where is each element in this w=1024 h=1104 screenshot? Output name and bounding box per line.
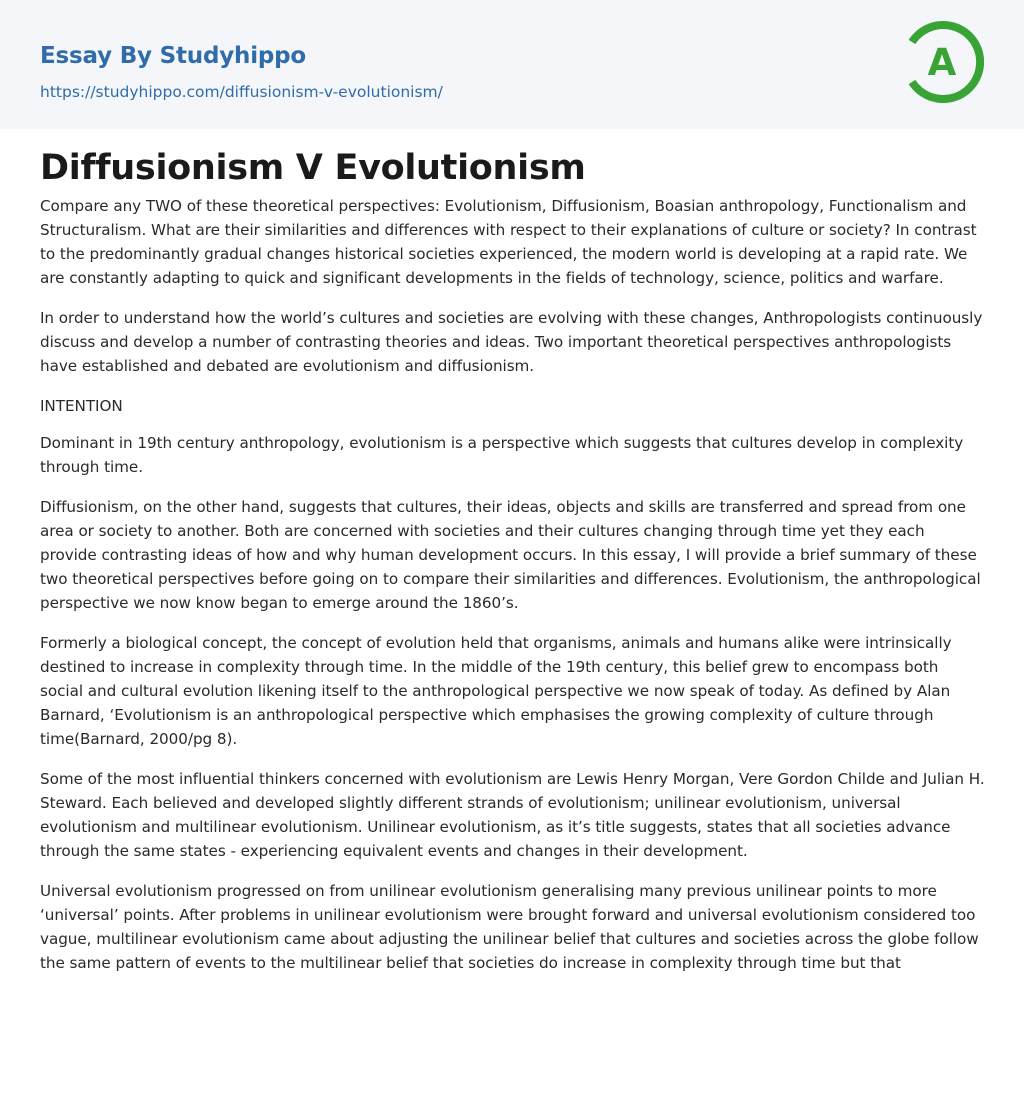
paragraph: Some of the most influential thinkers concerned with evolutionism are Lewis Henry Morgan, Vere Gordon Childe and Julian H. Steward. Each believed and developed slightly different strands of evolutionism; unilinear evolutionism, universal evolutionism and multilinear evolutionism. Unilinear evolutionism, as it’s title suggests, states that all societies advance through the same states - experiencing equivalent events and changes in their development.: [40, 770, 985, 860]
site-header: [0, 0, 1024, 129]
section-heading: INTENTION: [40, 397, 123, 415]
paragraph: Dominant in 19th century anthropology, evolutionism is a perspective which suggests that cultures develop in complexity through time.: [40, 434, 964, 476]
paragraph: Diffusionism, on the other hand, suggests that cultures, their ideas, objects and skills are transferred and spread from one area or society to another. Both are concerned with societies and their cultures changing through time yet they each provide contrasting ideas of how and why human development occurs. In this essay, I will provide a brief summary of these two theoretical perspectives before going on to compare their similarities and differences. Evolutionism, the anthropological perspective we now know began to emerge around the 1860’s.: [40, 498, 981, 612]
paragraph: Universal evolutionism progressed on from unilinear evolutionism generalising many previous unilinear points to more ‘universal’ points. After problems in unilinear evolutionism were brought forward and universal evolutionism considered too vague, multilinear evolutionism came about adjusting the unilinear belief that cultures and societies across the globe follow the same pattern of events to the multilinear belief that societies do increase in complexity through time but that: [40, 882, 979, 972]
essay-body: [40, 194, 986, 991]
paragraph: Formerly a biological concept, the concept of evolution held that organisms, animals and humans alike were intrinsically destined to increase in complexity through time. In the middle of the 19th century, this belief grew to encompass both social and cultural evolution likening itself to the anthropological perspective we now speak of today. As defined by Alan Barnard, ‘Evolutionism is an anthropological perspective which emphasises the growing complexity of culture through time(Barnard, 2000/pg 8).: [40, 634, 952, 748]
studyhippo-logo-icon[interactable]: [900, 20, 984, 104]
logo-letter: A: [927, 41, 957, 84]
brand-title: Essay By Studyhippo: [40, 43, 307, 69]
paragraph: In order to understand how the world’s cultures and societies are evolving with these changes, Anthropologists continuously discuss and develop a number of contrasting theories and ideas. Two important theoretical perspectives anthropologists have established and debated are evolutionism and diffusionism.: [40, 309, 983, 375]
paragraph: Compare any TWO of these theoretical perspectives: Evolutionism, Diffusionism, Boasian anthropology, Functionalism and Structuralism. What are their similarities and differences with respect to their explanations of culture or society? In contrast to the predominantly gradual changes historical societies experienced, the modern world is developing at a rapid rate. We are constantly adapting to quick and significant developments in the fields of technology, science, politics and warfare.: [40, 197, 977, 287]
page-title: Diffusionism V Evolutionism: [40, 148, 586, 188]
source-link[interactable]: https://studyhippo.com/diffusionism-v-evolutionism/: [40, 83, 443, 101]
